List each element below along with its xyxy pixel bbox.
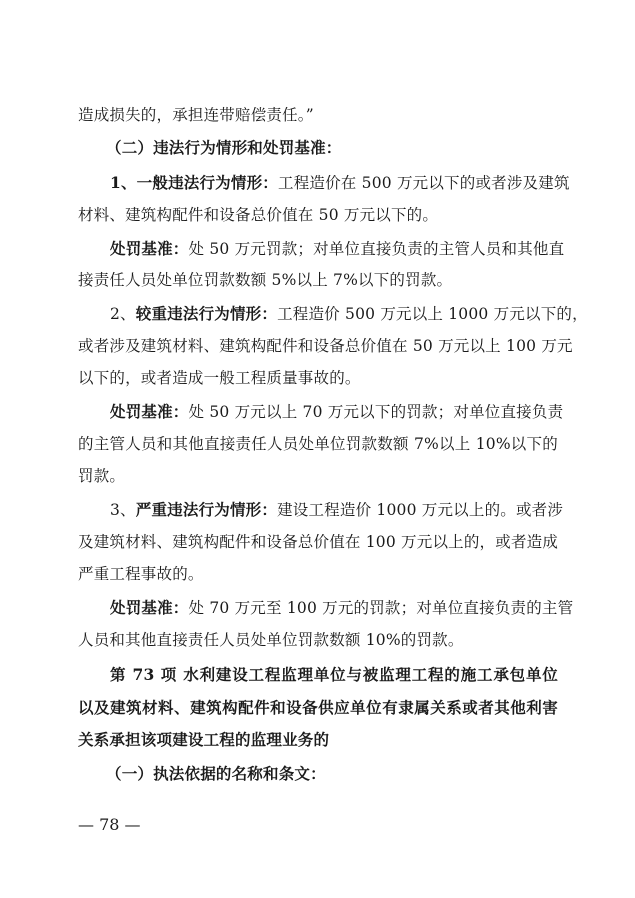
- paragraph-severe-violation: 3、严重违法行为情形：建设工程造价 1000 万元以上的。或者涉: [110, 500, 564, 519]
- text-line-17: 人员和其他直接责任人员处单位罚款数额 10%的罚款。: [78, 631, 464, 649]
- label-severe-violation: 严重违法行为情形：: [135, 500, 278, 519]
- item-73-title-line-2: 以及建筑材料、建筑构配件和设备供应单位有隶属关系或者其他利害: [78, 698, 558, 717]
- text-line-4: 材料、建筑构配件和设备总价值在 50 万元以下的。: [78, 206, 439, 224]
- text-line-9: 以下的，或者造成一般工程质量事故的。: [78, 369, 361, 387]
- text-line-15: 严重工程事故的。: [78, 565, 204, 583]
- text-line-1: 造成损失的，承担连带赔偿责任。”: [78, 106, 314, 124]
- section-heading-legal-basis: （一）执法依据的名称和条文：: [106, 764, 326, 783]
- label-penalty-basis-2: 处罚基准：: [110, 402, 189, 421]
- text-line-12: 罚款。: [78, 467, 126, 485]
- text-line-6: 接责任人员处单位罚款数额 5%以上 7%以下的罚款。: [78, 271, 453, 289]
- paragraph-general-violation: 1、一般违法行为情形：工程造价在 500 万元以下的或者涉及建筑: [110, 173, 570, 192]
- item-73-title-line-3: 关系承担该项建设工程的监理业务的: [78, 730, 330, 749]
- label-penalty-basis-1: 处罚基准：: [110, 239, 189, 258]
- item-73-title: 第 73 项 水利建设工程监理单位与被监理工程的施工承包单位: [110, 665, 558, 684]
- paragraph-serious-violation: 2、较重违法行为情形：工程造价 500 万元以上 1000 万元以下的，: [110, 304, 588, 323]
- text-line-11: 的主管人员和其他直接责任人员处单位罚款数额 7%以上 10%以下的: [78, 435, 558, 453]
- paragraph-penalty-basis-1: 处罚基准：处 50 万元罚款；对单位直接负责的主管人员和其他直: [110, 239, 565, 258]
- page-number: — 78 —: [78, 815, 141, 834]
- label-penalty-basis-3: 处罚基准：: [110, 598, 189, 617]
- section-heading-violation-criteria: （二）违法行为情形和处罚基准：: [106, 138, 342, 157]
- label-general-violation: 1、一般违法行为情形：: [110, 173, 278, 192]
- label-serious-violation: 较重违法行为情形：: [135, 304, 278, 323]
- paragraph-penalty-basis-3: 处罚基准：处 70 万元至 100 万元的罚款；对单位直接负责的主管: [110, 598, 574, 617]
- paragraph-penalty-basis-2: 处罚基准：处 50 万元以上 70 万元以下的罚款；对单位直接负责: [110, 402, 564, 421]
- text-line-8: 或者涉及建筑材料、建筑构配件和设备总价值在 50 万元以上 100 万元: [78, 337, 573, 355]
- text-line-14: 及建筑材料、建筑构配件和设备总价值在 100 万元以上的，或者造成: [78, 533, 559, 551]
